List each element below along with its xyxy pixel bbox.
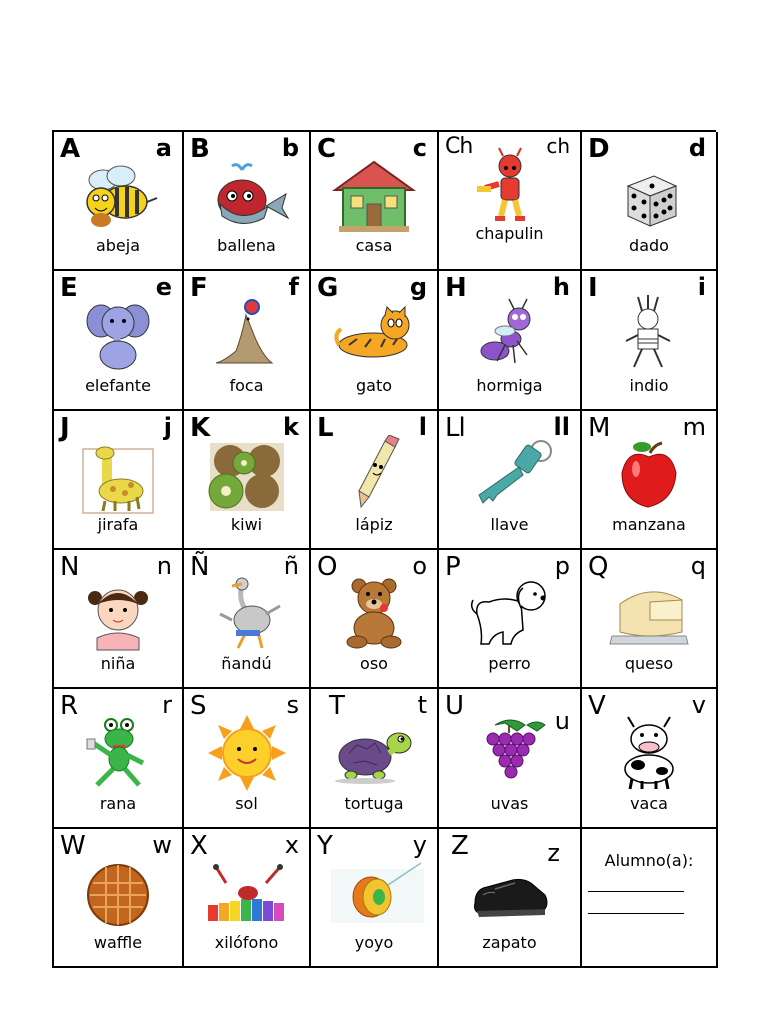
uppercase-letter: D xyxy=(588,134,609,164)
apple-icon xyxy=(604,435,694,515)
cell-ch xyxy=(439,132,582,271)
cell-m xyxy=(582,411,718,550)
uppercase-letter: S xyxy=(190,691,206,722)
word-label: ballena xyxy=(217,236,276,256)
name-line[interactable] xyxy=(588,913,684,914)
cell-g xyxy=(311,271,439,410)
seal-icon xyxy=(202,295,292,375)
word-label: rana xyxy=(99,793,137,813)
word-label: yoyo xyxy=(354,932,394,952)
girl-icon xyxy=(73,574,163,654)
uppercase-letter: U xyxy=(445,691,464,722)
grapes-icon xyxy=(465,713,555,793)
pencil-icon xyxy=(329,435,419,515)
uppercase-letter: T xyxy=(329,691,344,722)
kiwi-icon xyxy=(202,435,292,515)
bee-icon xyxy=(73,156,163,236)
uppercase-letter: Ll xyxy=(445,412,465,443)
lowercase-letter: r xyxy=(162,691,172,720)
cat-icon xyxy=(329,295,419,375)
cell-c xyxy=(311,132,439,271)
lowercase-letter: s xyxy=(286,691,299,720)
lowercase-letter: k xyxy=(283,412,299,441)
uppercase-letter: Q xyxy=(588,551,608,582)
word-label: elefante xyxy=(85,375,151,395)
cell-o xyxy=(311,550,439,689)
uppercase-letter: J xyxy=(60,412,69,443)
alphabet-grid xyxy=(52,130,716,968)
uppercase-letter: A xyxy=(60,134,80,164)
cell-t xyxy=(311,689,439,828)
lowercase-letter: x xyxy=(284,830,299,859)
word-label: niña xyxy=(100,654,136,674)
lowercase-letter: h xyxy=(552,273,570,302)
elephant-icon xyxy=(73,295,163,375)
word-label: oso xyxy=(360,654,388,674)
cell-u xyxy=(439,689,582,828)
word-label: zapato xyxy=(482,932,537,952)
house-icon xyxy=(329,156,419,236)
word-label: ñandú xyxy=(221,654,272,674)
word-label: kiwi xyxy=(230,514,263,534)
giraffe-icon xyxy=(73,435,163,515)
uppercase-letter: W xyxy=(60,830,85,861)
indio-icon xyxy=(604,295,694,375)
student-label: Alumno(a): xyxy=(604,850,694,870)
lowercase-letter: j xyxy=(163,412,172,441)
lowercase-letter: b xyxy=(281,134,299,162)
cell-q xyxy=(582,550,718,689)
word-label: sol xyxy=(235,793,258,813)
uppercase-letter: L xyxy=(317,412,333,443)
cell-y xyxy=(311,829,439,968)
frog-icon xyxy=(73,713,163,793)
word-label: perro xyxy=(488,654,531,674)
cell-ll xyxy=(439,411,582,550)
uppercase-letter: O xyxy=(317,551,337,582)
uppercase-letter: C xyxy=(317,134,336,164)
uppercase-letter: P xyxy=(445,551,460,582)
lowercase-letter: g xyxy=(409,273,427,302)
sun-icon xyxy=(202,713,292,793)
name-line[interactable] xyxy=(588,891,684,892)
word-label: xilófono xyxy=(214,932,279,952)
cell-p xyxy=(439,550,582,689)
word-label: manzana xyxy=(612,514,686,534)
cell-s xyxy=(184,689,311,828)
lowercase-letter: c xyxy=(412,134,427,162)
lowercase-letter: n xyxy=(156,551,172,580)
whale-icon xyxy=(202,156,292,236)
lowercase-letter: v xyxy=(691,691,706,720)
lowercase-letter: ch xyxy=(546,134,570,158)
uppercase-letter: Ñ xyxy=(190,551,209,582)
uppercase-letter: V xyxy=(588,691,605,722)
uppercase-letter: H xyxy=(445,273,466,304)
key-icon xyxy=(465,435,555,515)
lowercase-letter: o xyxy=(412,551,427,580)
xylophone-icon xyxy=(202,853,292,933)
cell-r xyxy=(54,689,184,828)
lowercase-letter: w xyxy=(152,830,172,859)
lowercase-letter: p xyxy=(554,551,570,580)
ant-icon xyxy=(465,295,555,375)
word-label: uvas xyxy=(490,793,529,813)
word-label: chapulin xyxy=(475,224,544,244)
lowercase-letter: e xyxy=(155,273,172,302)
word-label: gato xyxy=(355,375,393,395)
lowercase-letter: d xyxy=(688,134,706,162)
uppercase-letter: Z xyxy=(451,830,468,861)
lowercase-letter: t xyxy=(417,691,427,720)
word-label: vaca xyxy=(630,793,668,813)
word-label: foca xyxy=(229,375,264,395)
uppercase-letter: M xyxy=(588,412,610,443)
uppercase-letter: Ch xyxy=(445,134,473,159)
word-label: dado xyxy=(629,236,669,256)
word-label: casa xyxy=(355,236,393,256)
cell-a xyxy=(54,132,184,271)
cell-k xyxy=(184,411,311,550)
word-label: queso xyxy=(624,654,674,674)
cell-z xyxy=(439,829,582,968)
word-label: llave xyxy=(490,514,529,534)
lowercase-letter: l xyxy=(418,412,427,441)
cell-x xyxy=(184,829,311,968)
uppercase-letter: F xyxy=(190,273,207,304)
cell-v xyxy=(582,689,718,828)
lowercase-letter: m xyxy=(682,412,706,441)
dice-icon xyxy=(604,156,694,236)
yoyo-icon xyxy=(324,853,424,933)
lowercase-letter: ñ xyxy=(283,551,299,580)
student-name-cell xyxy=(582,829,718,968)
rhea-icon xyxy=(202,574,292,654)
word-label: indio xyxy=(629,375,669,395)
word-label: abeja xyxy=(95,236,141,256)
lowercase-letter: i xyxy=(697,273,706,302)
cell-d xyxy=(582,132,718,271)
cell-n xyxy=(54,550,184,689)
word-label: waffle xyxy=(93,932,143,952)
lowercase-letter: q xyxy=(690,551,706,580)
uppercase-letter: G xyxy=(317,273,338,304)
cell-l xyxy=(311,411,439,550)
dog-icon xyxy=(455,574,565,654)
uppercase-letter: R xyxy=(60,691,78,722)
cell-f xyxy=(184,271,311,410)
uppercase-letter: K xyxy=(190,412,210,443)
uppercase-letter: B xyxy=(190,134,209,164)
word-label: jirafa xyxy=(97,514,139,534)
cell-i xyxy=(582,271,718,410)
cell-enye xyxy=(184,550,311,689)
uppercase-letter: I xyxy=(588,273,597,304)
turtle-icon xyxy=(329,713,419,793)
bear-icon xyxy=(329,574,419,654)
uppercase-letter: Y xyxy=(317,830,332,861)
lowercase-letter: a xyxy=(155,134,172,162)
word-label: hormiga xyxy=(476,375,543,395)
cheese-icon xyxy=(604,574,694,654)
cow-icon xyxy=(604,713,694,793)
chapulin-icon xyxy=(465,146,555,226)
lowercase-letter: u xyxy=(554,707,570,736)
cell-j xyxy=(54,411,184,550)
lowercase-letter: y xyxy=(412,830,427,859)
cell-b xyxy=(184,132,311,271)
lowercase-letter: f xyxy=(288,273,299,302)
word-label: lápiz xyxy=(355,514,393,534)
uppercase-letter: N xyxy=(60,551,79,582)
shoe-icon xyxy=(465,853,555,933)
cell-w xyxy=(54,829,184,968)
lowercase-letter: z xyxy=(547,838,560,867)
lowercase-letter: ll xyxy=(553,412,570,441)
word-label: tortuga xyxy=(344,793,404,813)
uppercase-letter: E xyxy=(60,273,77,304)
uppercase-letter: X xyxy=(190,830,207,861)
cell-h xyxy=(439,271,582,410)
cell-e xyxy=(54,271,184,410)
waffle-icon xyxy=(73,853,163,933)
